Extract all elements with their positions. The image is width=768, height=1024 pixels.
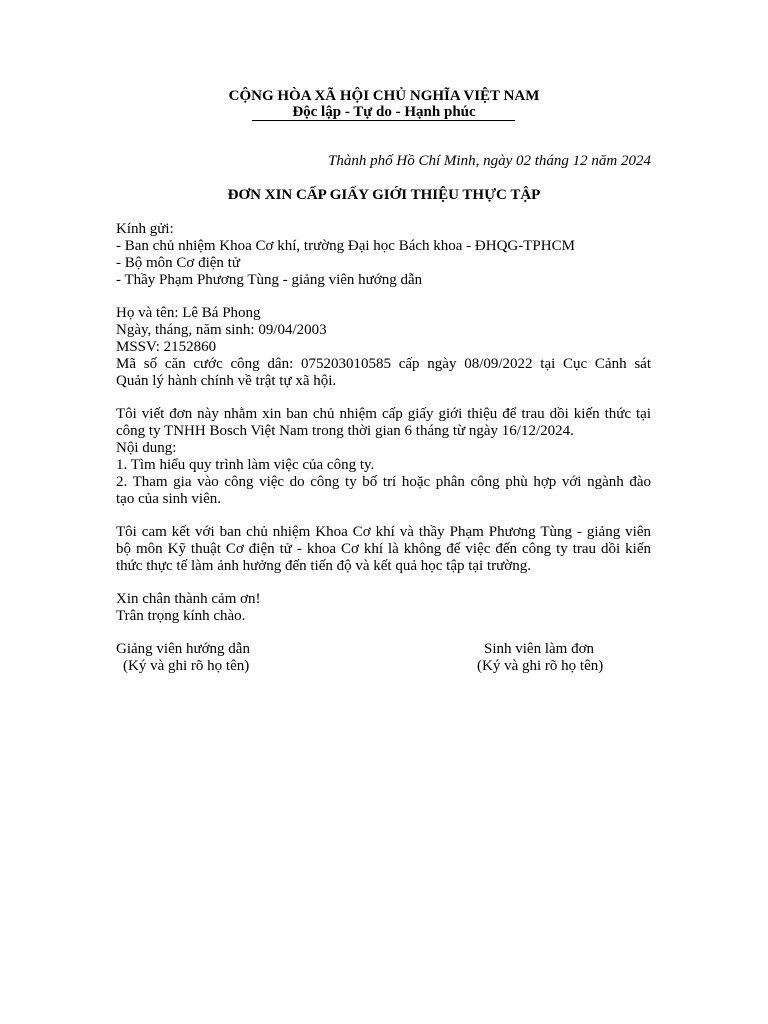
content-item: tạo của sinh viên. <box>116 491 221 507</box>
recipient-item: - Bộ môn Cơ điện tử <box>116 255 240 271</box>
motto-underline <box>252 120 515 121</box>
student-sign-note: (Ký và ghi rõ họ tên) <box>477 658 604 674</box>
request-line: công ty TNHH Bosch Việt Nam trong thời gian 6 tháng từ ngày 16/12/2024. <box>116 423 574 439</box>
request-line: Tôi viết đơn này nhằm xin ban chủ nhiệm cấp giấy giới thiệu để trau dồi kiến thức tại <box>116 406 651 422</box>
motto: Độc lập - Tự do - Hạnh phúc <box>292 104 476 120</box>
student-dob: Ngày, tháng, năm sinh: 09/04/2003 <box>116 322 327 338</box>
nation-heading: CỘNG HÒA XÃ HỘI CHỦ NGHĨA VIỆT NAM <box>228 88 540 104</box>
document-title: ĐƠN XIN CẤP GIẤY GIỚI THIỆU THỰC TẬP <box>227 187 541 203</box>
student-id-line: Mã số căn cước công dân: 075203010585 cấp ngày 08/09/2022 tại Cục Cảnh sát <box>116 356 651 372</box>
commitment-line: Tôi cam kết với ban chủ nhiệm Khoa Cơ khí và thầy Phạm Phương Tùng - giảng viên <box>116 524 651 540</box>
student-name: Họ và tên: Lê Bá Phong <box>116 305 261 321</box>
recipient-item: - Thầy Phạm Phương Tùng - giảng viên hướng dẫn <box>116 272 423 288</box>
closing-thanks: Xin chân thành cảm ơn! <box>116 591 261 607</box>
place-date: Thành phố Hồ Chí Minh, ngày 02 tháng 12 năm 2024 <box>328 153 651 169</box>
content-label: Nội dung: <box>116 440 177 456</box>
advisor-title: Giảng viên hướng dẫn <box>116 641 250 657</box>
advisor-sign-note: (Ký và ghi rõ họ tên) <box>123 658 250 674</box>
student-id-line: Quản lý hành chính về trật tự xã hội. <box>116 373 337 389</box>
content-item: 1. Tìm hiểu quy trình làm việc của công ty. <box>116 457 375 473</box>
commitment-line: thức thực tế làm ảnh hưởng đến tiến độ và kết quả học tập tại trường. <box>116 558 531 574</box>
student-sign-title: Sinh viên làm đơn <box>484 641 595 657</box>
commitment-line: bộ môn Kỹ thuật Cơ điện tử - khoa Cơ khí là không để việc đến công ty trau dồi kiến <box>116 541 651 557</box>
recipients-heading: Kính gửi: <box>116 221 174 237</box>
content-item: 2. Tham gia vào công việc do công ty bố trí hoặc phân công phù hợp với ngành đào <box>116 474 651 490</box>
recipient-item: - Ban chủ nhiệm Khoa Cơ khí, trường Đại học Bách khoa - ĐHQG-TPHCM <box>116 238 575 254</box>
closing-regards: Trân trọng kính chào. <box>116 608 246 624</box>
student-mssv: MSSV: 2152860 <box>116 339 217 355</box>
